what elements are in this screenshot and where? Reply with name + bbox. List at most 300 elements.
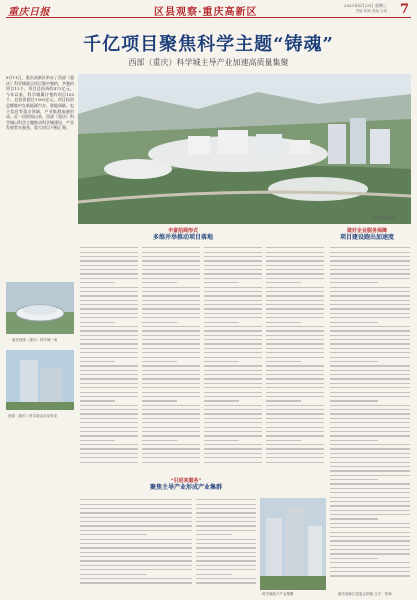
- text-line: [330, 273, 410, 274]
- text-line: [266, 295, 324, 296]
- text-line: [204, 361, 239, 362]
- text-line: [330, 453, 410, 454]
- text-line: [330, 553, 410, 554]
- text-line: [204, 422, 262, 423]
- text-line: [196, 525, 256, 526]
- text-line: [266, 448, 324, 449]
- text-line: [80, 431, 138, 432]
- text-line: [80, 282, 115, 283]
- text-line: [142, 440, 177, 441]
- lead-column: [6, 75, 74, 131]
- text-line: [330, 427, 410, 428]
- text-line: [204, 370, 262, 371]
- text-line: [142, 348, 200, 349]
- text-line: [196, 574, 232, 575]
- text-line: [266, 400, 301, 401]
- text-line: [204, 291, 262, 292]
- text-line: [80, 322, 115, 323]
- text-line: [330, 365, 410, 366]
- text-line: [204, 383, 262, 384]
- text-line: [142, 330, 200, 331]
- text-line: [142, 431, 200, 432]
- text-line: [204, 409, 262, 410]
- text-line: [80, 378, 138, 379]
- box1-title: [140, 228, 226, 241]
- text-line: [330, 317, 410, 318]
- text-line: [204, 440, 239, 441]
- text-line: [80, 440, 115, 441]
- text-line: [196, 556, 256, 557]
- text-line: [142, 422, 200, 423]
- text-line: [266, 352, 324, 353]
- text-line: [330, 514, 410, 515]
- text-line: [330, 313, 410, 314]
- text-line: [142, 370, 200, 371]
- text-line: [266, 405, 324, 406]
- text-line: [330, 352, 410, 353]
- text-line: [266, 418, 324, 419]
- text-line: [142, 418, 200, 419]
- issue-date: 2023年8月23日 星期三: [343, 3, 387, 8]
- text-column-1: [80, 244, 138, 476]
- text-line: [266, 457, 324, 458]
- text-line: [266, 422, 324, 423]
- text-line: [142, 256, 200, 257]
- text-line: [266, 348, 324, 349]
- text-line: [196, 547, 256, 548]
- text-line: [330, 370, 410, 371]
- text-line: [80, 525, 192, 526]
- text-line: [204, 339, 262, 340]
- text-line: [196, 508, 256, 509]
- text-line: [142, 378, 200, 379]
- text-line: [80, 256, 138, 257]
- text-line: [80, 330, 138, 331]
- left-bottom-photo: [6, 350, 74, 410]
- text-line: [142, 462, 200, 463]
- text-line: [266, 304, 324, 305]
- text-line: [80, 534, 147, 535]
- text-line: [204, 374, 262, 375]
- text-line: [330, 518, 378, 519]
- text-line: [204, 453, 262, 454]
- text-line: [204, 418, 262, 419]
- left-top-caption: 重庆西部（重庆）科学城一角: [12, 338, 58, 342]
- text-line: [80, 539, 192, 540]
- text-line: [330, 488, 410, 489]
- text-line: [266, 365, 324, 366]
- text-line: [142, 448, 200, 449]
- text-line: [80, 462, 138, 463]
- text-line: [330, 295, 410, 296]
- text-line: [142, 457, 200, 458]
- text-line: [204, 457, 262, 458]
- text-line: [330, 339, 410, 340]
- text-line: [204, 256, 262, 257]
- text-line: [330, 326, 410, 327]
- text-line: [330, 361, 378, 362]
- text-line: [330, 269, 410, 270]
- text-line: [204, 348, 262, 349]
- text-line: [266, 291, 324, 292]
- text-line: [196, 521, 256, 522]
- text-line: [204, 322, 239, 323]
- text-line: [142, 427, 200, 428]
- text-line: [142, 343, 200, 344]
- text-line: [204, 378, 262, 379]
- text-line: [204, 400, 239, 401]
- text-line: [204, 357, 262, 358]
- box3-line1: “引进来服务”: [170, 478, 202, 484]
- text-line: [330, 378, 410, 379]
- text-line: [330, 532, 410, 533]
- text-line: [80, 582, 192, 583]
- text-line: [266, 326, 324, 327]
- text-line: [330, 308, 410, 309]
- text-line: [204, 387, 262, 388]
- text-line: [196, 582, 256, 583]
- text-line: [142, 313, 200, 314]
- text-line: [196, 530, 256, 531]
- text-line: [80, 308, 138, 309]
- text-line: [204, 247, 262, 248]
- text-line: [204, 365, 262, 366]
- text-line: [330, 247, 410, 248]
- text-line: [80, 365, 138, 366]
- text-line: [142, 260, 200, 261]
- masthead: [6, 3, 411, 18]
- text-line: [80, 260, 138, 261]
- text-line: [80, 547, 192, 548]
- text-line: [80, 444, 138, 445]
- text-line: [196, 517, 256, 518]
- text-line: [266, 247, 324, 248]
- newspaper-logo: 重庆日报: [8, 7, 50, 18]
- text-line: [330, 304, 410, 305]
- text-line: [330, 282, 378, 283]
- text-column-5: [330, 244, 410, 594]
- text-line: [142, 247, 200, 248]
- box2-title: [324, 228, 410, 241]
- text-line: [330, 260, 410, 261]
- text-line: [266, 413, 324, 414]
- text-line: [266, 462, 324, 463]
- text-line: [204, 392, 262, 393]
- text-line: [80, 278, 138, 279]
- text-line: [204, 308, 262, 309]
- text-line: [80, 392, 138, 393]
- text-line: [330, 330, 410, 331]
- text-line: [80, 569, 192, 570]
- text-line: [142, 409, 200, 410]
- text-line: [80, 418, 138, 419]
- text-line: [142, 405, 200, 406]
- text-line: [204, 444, 262, 445]
- text-line: [204, 260, 262, 261]
- text-line: [80, 287, 138, 288]
- page-subheadline: 西部（重庆）科学城主导产业加速高质量集聚: [128, 58, 289, 67]
- text-line: [330, 440, 378, 441]
- text-line: [80, 247, 138, 248]
- text-column-3: [204, 244, 262, 476]
- text-line: [330, 540, 410, 541]
- text-line: [80, 400, 115, 401]
- text-line: [80, 574, 147, 575]
- text-line: [80, 300, 138, 301]
- text-column-7: [196, 496, 256, 592]
- text-line: [330, 265, 410, 266]
- text-line: [330, 462, 410, 463]
- text-line: [330, 479, 378, 480]
- left-top-photo: [6, 282, 74, 334]
- text-line: [80, 560, 192, 561]
- text-line: [330, 523, 410, 524]
- text-line: [196, 543, 256, 544]
- text-line: [80, 499, 192, 500]
- text-line: [204, 405, 262, 406]
- text-line: [330, 562, 410, 563]
- text-line: [266, 313, 324, 314]
- text-line: [204, 427, 262, 428]
- text-line: [330, 252, 410, 253]
- box3-title: [138, 478, 234, 491]
- text-line: [330, 256, 410, 257]
- text-line: [142, 396, 200, 397]
- text-line: [80, 508, 192, 509]
- text-line: [266, 278, 324, 279]
- text-line: [266, 431, 324, 432]
- text-line: [80, 265, 138, 266]
- text-line: [142, 317, 200, 318]
- text-line: [142, 374, 200, 375]
- text-line: [142, 322, 177, 323]
- text-line: [80, 326, 138, 327]
- text-line: [266, 330, 324, 331]
- text-line: [80, 252, 138, 253]
- box2-line1: 做好企业服务保障: [346, 228, 387, 234]
- text-line: [142, 273, 200, 274]
- text-line: [204, 282, 239, 283]
- text-line: [142, 252, 200, 253]
- text-line: [266, 374, 324, 375]
- text-line: [204, 317, 262, 318]
- text-line: [80, 552, 192, 553]
- box3-line2: 聚焦主导产业形成产业集群: [149, 483, 222, 491]
- text-line: [330, 571, 410, 572]
- text-column-6: [80, 496, 192, 592]
- text-line: [330, 343, 410, 344]
- text-line: [142, 282, 177, 283]
- text-line: [80, 273, 138, 274]
- text-line: [80, 374, 138, 375]
- text-line: [142, 300, 200, 301]
- text-line: [204, 269, 262, 270]
- text-line: [204, 273, 262, 274]
- text-line: [204, 352, 262, 353]
- box1-line1: 丰富招商形式: [167, 228, 198, 234]
- text-line: [204, 462, 262, 463]
- text-line: [266, 392, 324, 393]
- lead-paragraph: 8月11日，重庆高新区举办了西部（重庆）科学城重点项目集中签约，共签约项目11个，项目总投资约472亿元。今年以来，科学城累计签约项目100个，总投资超过1500亿元。项目投资总额集中在新能源汽车、智能网联、电子信息等重点领域，产业集群加速形成。近一段时间以来，西部（重庆）科学城以科学主题推动科学城建设，产业发展势头强劲，重大项目不断汇聚。: [6, 75, 74, 131]
- text-line: [142, 453, 200, 454]
- text-line: [142, 278, 200, 279]
- text-line: [204, 413, 262, 414]
- text-line: [204, 313, 262, 314]
- text-line: [266, 383, 324, 384]
- text-line: [80, 352, 138, 353]
- text-line: [204, 396, 262, 397]
- text-line: [80, 556, 192, 557]
- box2-line2: 项目建设跑出加速度: [339, 233, 394, 241]
- text-line: [266, 269, 324, 270]
- text-line: [80, 422, 138, 423]
- text-line: [196, 565, 256, 566]
- text-line: [330, 418, 410, 419]
- text-line: [142, 304, 200, 305]
- text-line: [204, 431, 262, 432]
- text-line: [330, 510, 410, 511]
- text-line: [80, 565, 192, 566]
- text-line: [266, 453, 324, 454]
- text-line: [80, 348, 138, 349]
- text-line: [80, 517, 192, 518]
- text-line: [330, 567, 410, 568]
- text-line: [330, 558, 378, 559]
- text-line: [80, 504, 192, 505]
- text-line: [80, 396, 138, 397]
- text-line: [142, 265, 200, 266]
- text-line: [80, 435, 138, 436]
- editors-line: 责编 张海 美编 石梁: [355, 9, 387, 13]
- text-line: [204, 304, 262, 305]
- text-line: [330, 335, 410, 336]
- text-line: [80, 370, 138, 371]
- text-line: [142, 308, 200, 309]
- text-line: [330, 505, 410, 506]
- text-line: [196, 512, 256, 513]
- text-line: [330, 492, 410, 493]
- text-line: [266, 282, 301, 283]
- section-title: 区县观察·重庆高新区: [154, 7, 258, 18]
- text-line: [196, 504, 256, 505]
- text-line: [80, 453, 138, 454]
- text-line: [196, 534, 232, 535]
- text-line: [266, 440, 301, 441]
- text-line: [80, 295, 138, 296]
- text-line: [80, 361, 115, 362]
- text-line: [330, 549, 410, 550]
- text-line: [330, 405, 410, 406]
- text-line: [80, 357, 138, 358]
- page-number: 7: [399, 2, 409, 17]
- main-photo: [78, 74, 411, 224]
- text-line: [80, 313, 138, 314]
- text-line: [330, 400, 378, 401]
- text-line: [330, 396, 410, 397]
- text-line: [204, 335, 262, 336]
- text-line: [330, 413, 410, 414]
- text-line: [80, 448, 138, 449]
- text-line: [80, 291, 138, 292]
- text-line: [142, 335, 200, 336]
- text-line: [80, 512, 192, 513]
- text-line: [266, 300, 324, 301]
- text-line: [204, 330, 262, 331]
- text-line: [330, 501, 410, 502]
- text-line: [142, 339, 200, 340]
- text-line: [142, 444, 200, 445]
- text-line: [80, 521, 192, 522]
- bottom-right-photo: [260, 498, 326, 590]
- text-line: [142, 269, 200, 270]
- text-line: [80, 405, 138, 406]
- text-line: [330, 383, 410, 384]
- text-line: [330, 470, 410, 471]
- text-line: [266, 260, 324, 261]
- text-line: [204, 448, 262, 449]
- text-line: [80, 543, 192, 544]
- text-line: [266, 396, 324, 397]
- text-line: [80, 413, 138, 414]
- text-line: [204, 300, 262, 301]
- text-line: [204, 252, 262, 253]
- text-line: [142, 365, 200, 366]
- text-line: [330, 448, 410, 449]
- text-line: [330, 409, 410, 410]
- text-line: [266, 427, 324, 428]
- text-line: [266, 361, 301, 362]
- text-line: [196, 499, 256, 500]
- text-line: [266, 287, 324, 288]
- text-line: [266, 265, 324, 266]
- text-line: [80, 409, 138, 410]
- bottom-right-caption: 科学城新兴产业集聚: [262, 592, 294, 596]
- text-line: [196, 578, 256, 579]
- text-line: [80, 269, 138, 270]
- text-line: [266, 378, 324, 379]
- text-line: [80, 343, 138, 344]
- text-line: [330, 392, 410, 393]
- text-line: [142, 383, 200, 384]
- text-line: [142, 413, 200, 414]
- text-line: [80, 427, 138, 428]
- footer-credit: 重庆高新区管委会供稿 文字：张海: [338, 592, 392, 596]
- text-line: [330, 322, 378, 323]
- text-line: [266, 387, 324, 388]
- text-line: [142, 400, 177, 401]
- text-line: [330, 291, 410, 292]
- text-line: [80, 457, 138, 458]
- text-line: [330, 575, 410, 576]
- text-line: [80, 339, 138, 340]
- text-line: [266, 444, 324, 445]
- text-line: [330, 497, 410, 498]
- text-line: [330, 357, 410, 358]
- text-line: [330, 466, 410, 467]
- text-line: [142, 361, 177, 362]
- text-line: [330, 435, 410, 436]
- text-line: [266, 370, 324, 371]
- text-line: [330, 387, 410, 388]
- text-line: [330, 545, 410, 546]
- text-line: [204, 326, 262, 327]
- text-line: [142, 392, 200, 393]
- text-line: [80, 335, 138, 336]
- text-line: [204, 287, 262, 288]
- text-line: [80, 304, 138, 305]
- text-line: [266, 322, 301, 323]
- box1-line2: 多维并举推动项目落地: [152, 233, 213, 241]
